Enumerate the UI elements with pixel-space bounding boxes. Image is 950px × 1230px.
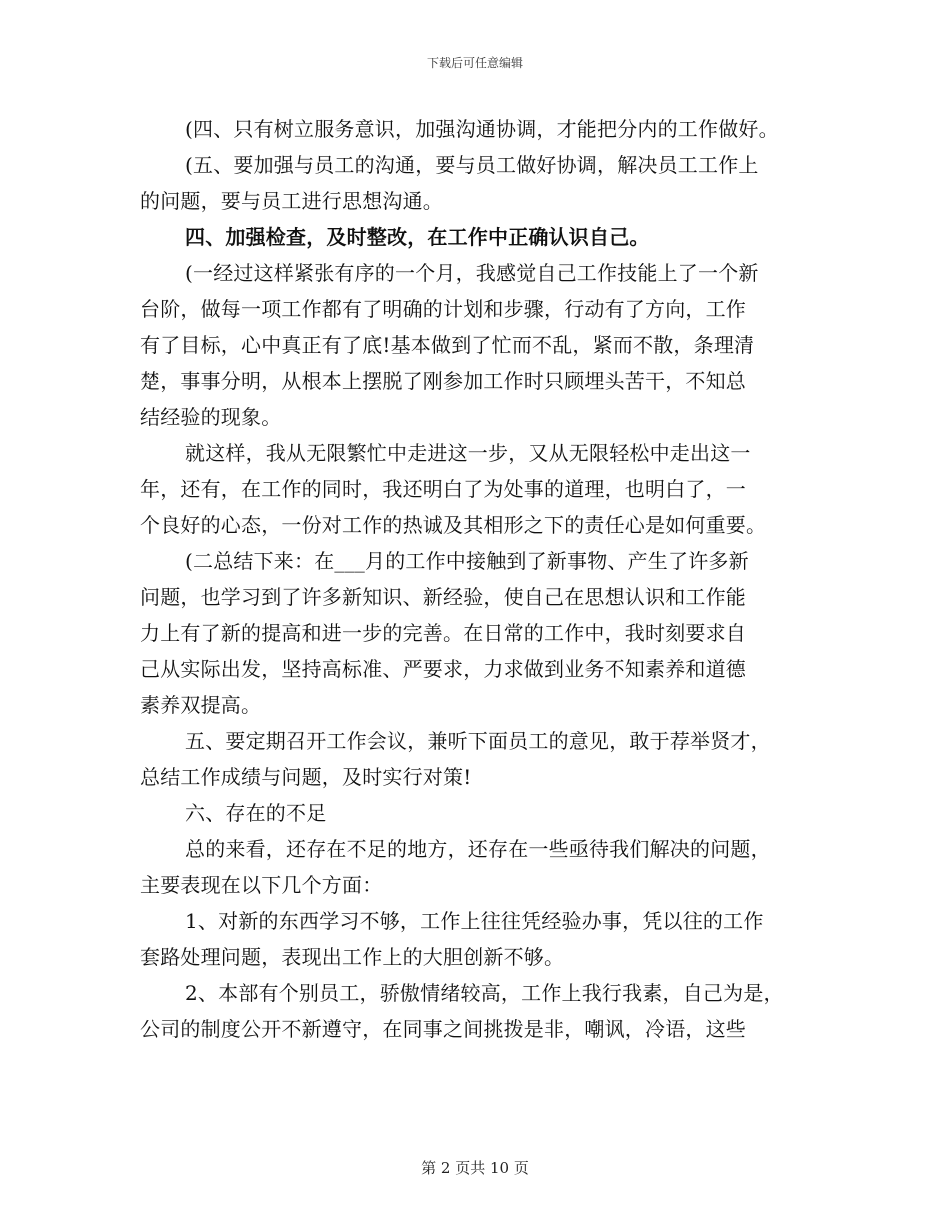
section-heading: 六、存在的不足	[185, 801, 327, 825]
text-line: (一经过这样紧张有序的一个月，我感觉自己工作技能上了一个新	[185, 261, 759, 285]
text-line: 力上有了新的提高和进一步的完善。在日常的工作中，我时刻要求自	[140, 621, 746, 645]
text-line: 问题，也学习到了许多新知识、新经验，使自己在思想认识和工作能	[140, 585, 746, 609]
text-line: 就这样，我从无限繁忙中走进这一步，又从无限轻松中走出这一	[185, 441, 751, 465]
text-line: 楚，事事分明，从根本上摆脱了刚参加工作时只顾埋头苦干，不知总	[140, 369, 746, 393]
text-line: (四、只有树立服务意识，加强沟通协调，才能把分内的工作做好。	[185, 117, 779, 141]
text-line: 素养双提高。	[140, 693, 262, 717]
text-line: 2、本部有个别员工，骄傲情绪较高，工作上我行我素，自己为是，	[185, 981, 784, 1005]
text-line: 总结工作成绩与问题，及时实行对策!	[140, 765, 472, 789]
text-line: 主要表现在以下几个方面：	[140, 873, 383, 897]
text-line: (五、要加强与员工的沟通，要与员工做好协调，解决员工工作上	[185, 153, 759, 177]
page-footer: 第 2 页共 10 页	[421, 1159, 529, 1177]
document-body	[140, 111, 820, 1047]
section-heading: 四、加强检查，及时整改，在工作中正确认识自己。	[185, 225, 650, 249]
text-line: (二总结下来：在___月的工作中接触到了新事物、产生了许多新	[185, 549, 749, 573]
text-line: 公司的制度公开不新遵守，在同事之间挑拨是非，嘲讽，冷语，这些	[140, 1017, 746, 1041]
text-line: 台阶，做每一项工作都有了明确的计划和步骤，行动有了方向，工作	[140, 297, 746, 321]
text-line: 的问题，要与员工进行思想沟通。	[140, 189, 443, 213]
text-line: 有了目标，心中真正有了底!基本做到了忙而不乱，紧而不散，条理清	[140, 333, 755, 357]
text-line: 总的来看，还存在不足的地方，还存在一些亟待我们解决的问题，	[185, 837, 771, 861]
page-header: 下载后可任意编辑	[426, 56, 523, 70]
text-line: 五、要定期召开工作会议，兼听下面员工的意见，敢于荐举贤才，	[185, 729, 771, 753]
text-line: 结经验的现象。	[140, 405, 282, 429]
text-line: 个良好的心态，一份对工作的热诚及其相形之下的责任心是如何重要。	[140, 513, 767, 537]
text-line: 1、对新的东西学习不够，工作上往往凭经验办事，凭以往的工作	[185, 909, 764, 933]
text-line: 年，还有，在工作的同时，我还明白了为处事的道理，也明白了，一	[140, 477, 746, 501]
text-line: 套路处理问题，表现出工作上的大胆创新不够。	[140, 945, 565, 969]
text-line: 己从实际出发，坚持高标准、严要求，力求做到业务不知素养和道德	[140, 657, 746, 681]
